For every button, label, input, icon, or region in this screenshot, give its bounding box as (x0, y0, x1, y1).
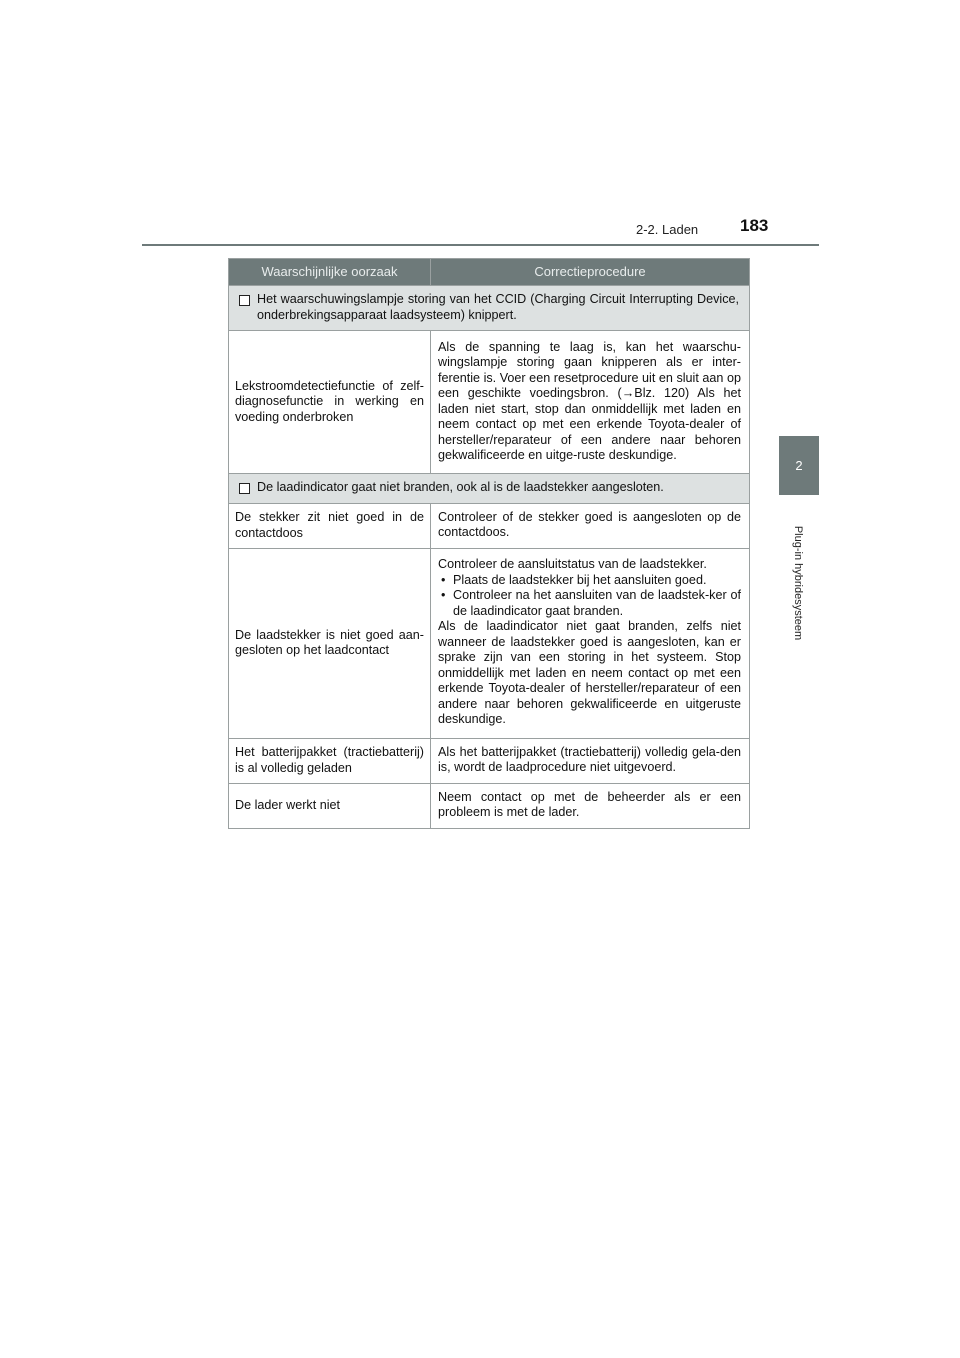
table-row (229, 331, 750, 474)
cause-cell: Het batterijpakket (tractiebatterij) is al volledig geladen (229, 738, 431, 783)
checkbox-square-icon (239, 483, 250, 494)
table-row (229, 548, 750, 738)
cause-cell: De lader werkt niet (229, 783, 431, 828)
condition-row (229, 286, 750, 331)
checkbox-square-icon (239, 295, 250, 306)
condition-cell (229, 474, 750, 504)
table-header-row (229, 259, 750, 286)
fix-text: Als de spanning te laag is, kan het waarschu-wingslampje storing gaan knipperen als er inter-ferentie is. Voer een resetprocedure uit en sluit aan op een geschikte voedingsbron. (→Blz. 120) Als het laden niet start, stop dan onmiddellijk met laden en neem contact op met een erkende Toyota-dealer of hersteller/reparateur of een andere naar behoren gekwalificeerde en uitge-ruste deskundige. (438, 339, 741, 462)
chapter-tab (779, 436, 819, 495)
cause-cell: De stekker zit niet goed in de contactdoos (229, 503, 431, 548)
table-row (229, 783, 750, 828)
fix-cell (431, 548, 750, 738)
condition-cell (229, 286, 750, 331)
table-row (229, 503, 750, 548)
cause-cell: De laadstekker is niet goed aan-gesloten op het laadcontact (229, 548, 431, 738)
fix-text: Neem contact op met de beheerder als er een probleem is met de lader. (438, 789, 741, 819)
condition-text: De laadindicator gaat niet branden, ook al is de laadstekker aangesloten. (257, 480, 664, 494)
fix-cell (431, 783, 750, 828)
condition-text: Het waarschuwingslampje storing van het CCID (Charging Circuit Interrupting Device, onderbrekingsapparaat laadsysteem) knippert. (257, 292, 739, 322)
table-row (229, 738, 750, 783)
fix-bullet-list (438, 573, 741, 620)
fix-cell (431, 503, 750, 548)
chapter-label-text: Plug-in hybridesysteem (792, 525, 804, 641)
fix-after: Als de laadindicator niet gaat branden, zelfs niet wanneer de laadstekker goed is aangesloten, kan er sprake zijn van een storing in het systeem. Stop onmiddellijk met laden en neem contact op met een erkende Toyota-dealer of hersteller/reparateur of een andere naar behoren gekwalificeerde en uitgeruste deskundige. (438, 619, 741, 727)
condition-row (229, 474, 750, 504)
page-number: 183 (740, 216, 769, 235)
column-header-fix: Correctieprocedure (431, 259, 750, 286)
list-item: • Controleer na het aansluiten van de laadstek-ker of de laadindicator gaat branden. (438, 588, 741, 619)
cause-cell: Lekstroomdetectiefunctie of zelf-diagnosefunctie in werking en voeding onderbroken (229, 331, 431, 474)
fix-text: Als het batterijpakket (tractiebatterij) volledig gela-den is, wordt de laadprocedure niet uitgevoerd. (438, 744, 741, 774)
list-item: • Plaats de laadstekker bij het aansluiten goed. (438, 573, 741, 589)
troubleshooting-table (228, 258, 750, 829)
fix-cell (431, 331, 750, 474)
chapter-number: 2 (795, 458, 803, 473)
header-divider (142, 244, 819, 246)
section-title: 2-2. Laden (636, 222, 699, 237)
fix-intro: Controleer de aansluitstatus van de laadstekker. (438, 557, 707, 572)
column-header-cause: Waarschijnlijke oorzaak (229, 259, 431, 286)
fix-cell (431, 738, 750, 783)
chapter-side-label (776, 518, 820, 648)
fix-text: Controleer of de stekker goed is aangesloten op de contactdoos. (438, 509, 741, 539)
